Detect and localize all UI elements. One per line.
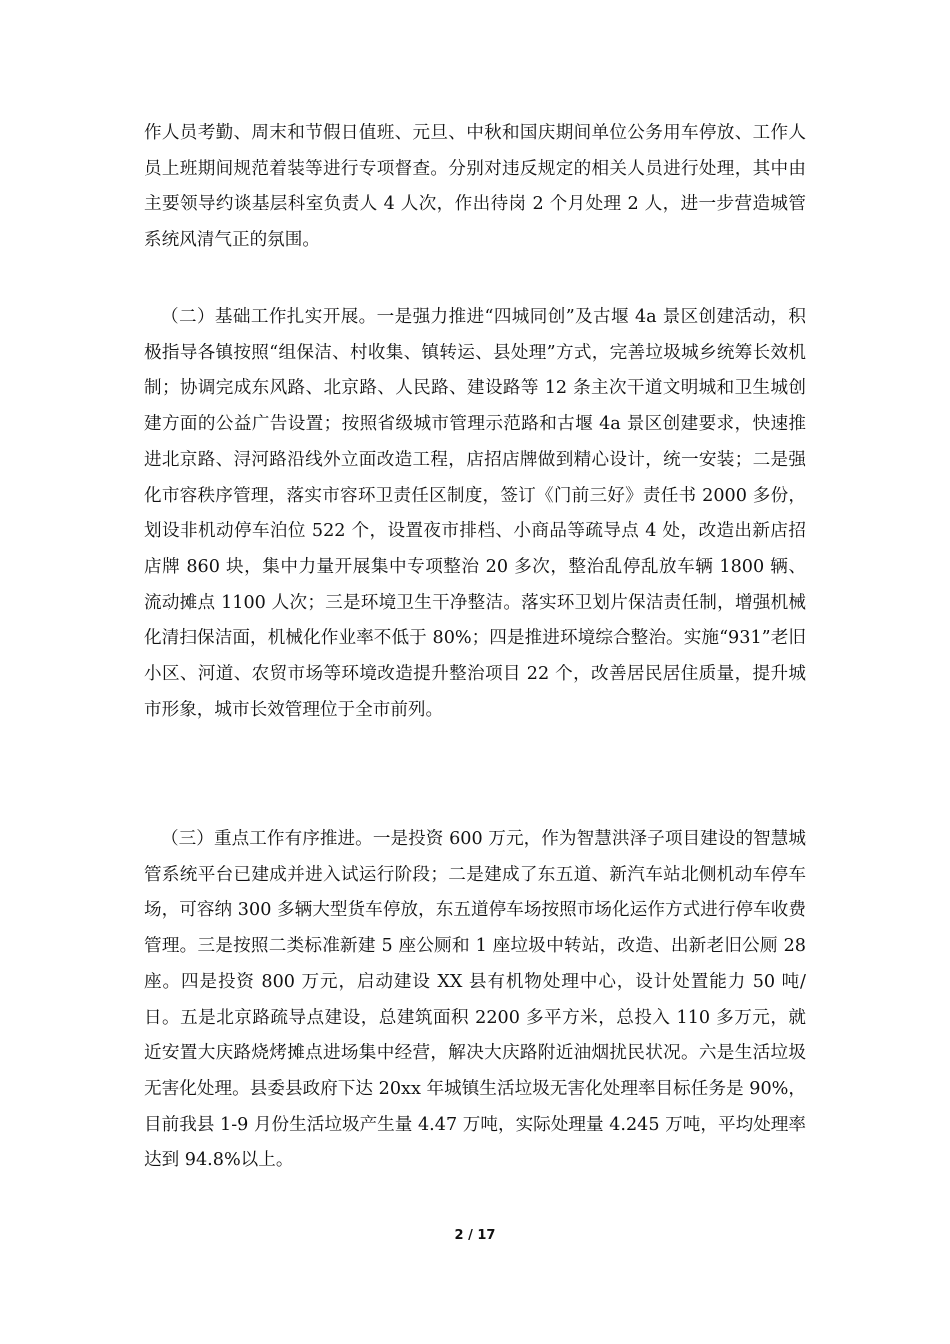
paragraph-basic-work: （二）基础工作扎实开展。一是强力推进“四城同创”及古堰 4a 景区创建活动，积极指导各镇按照“组保洁、村收集、镇转运、县处理”方式，完善垃圾城乡统筹长效机制；协调完成东风路、北京路、人民路、建设路等 12 条主次干道文明城和卫生城创建方面的公益广告设置；按照省级城市管理示范路和古堰 4a 景区创建要求，快速推进北京路、浔河路沿线外立面改造工程，店招店牌做到精心设计，统一安装；二是强化市容秩序管理，落实市容环卫责任区制度，签订《门前三好》责任书 2000 多份，划设非机动停车泊位 522 个，设置夜市排档、小商品等疏导点 4 处，改造出新店招店牌 860 块，集中力量开展集中专项整治 20 多次，整治乱停乱放车辆 1800 辆、流动摊点 1100 人次；三是环境卫生干净整洁。落实环卫划片保洁责任制，增强机械化清扫保洁面，机械化作业率不低于 80%；四是推进环境综合整治。实施“931”老旧小区、河道、农贸市场等环境改造提升整治项目 22 个，改善居民居住质量，提升城市形象，城市长效管理位于全市前列。	[144, 307, 806, 720]
page-number: 2 / 17	[454, 1228, 496, 1243]
paragraph-continuation: 作人员考勤、周末和节假日值班、元旦、中秋和国庆期间单位公务用车停放、工作人员上班期间规范着装等进行专项督查。分别对违反规定的相关人员进行处理，其中由主要领导约谈基层科室负责人 4 人次，作出待岗 2 个月处理 2 人，进一步营造城管系统风清气正的氛围。	[144, 123, 806, 251]
paragraph-key-work: （三）重点工作有序推进。一是投资 600 万元，作为智慧洪泽子项目建设的智慧城管系统平台已建成并进入试运行阶段；二是建成了东五道、新汽车站北侧机动车停车场，可容纳 300 多辆大型货车停放，东五道停车场按照市场化运作方式进行停车收费管理。三是按照二类标准新建 5 座公厕和 1 座垃圾中转站，改造、出新老旧公厕 28 座。四是投资 800 万元，启动建设 XX 县有机物处理中心，设计处置能力 50 吨/日。五是北京路疏导点建设，总建筑面积 2200 多平方米，总投入 110 多万元，就近安置大庆路烧烤摊点进场集中经营，解决大庆路附近油烟扰民状况。六是生活垃圾无害化处理。县委县政府下达 20xx 年城镇生活垃圾无害化处理率目标任务是 90%，目前我县 1-9 月份生活垃圾产生量 4.47 万吨，实际处理量 4.245 万吨，平均处理率达到 94.8%以上。	[144, 829, 806, 1171]
